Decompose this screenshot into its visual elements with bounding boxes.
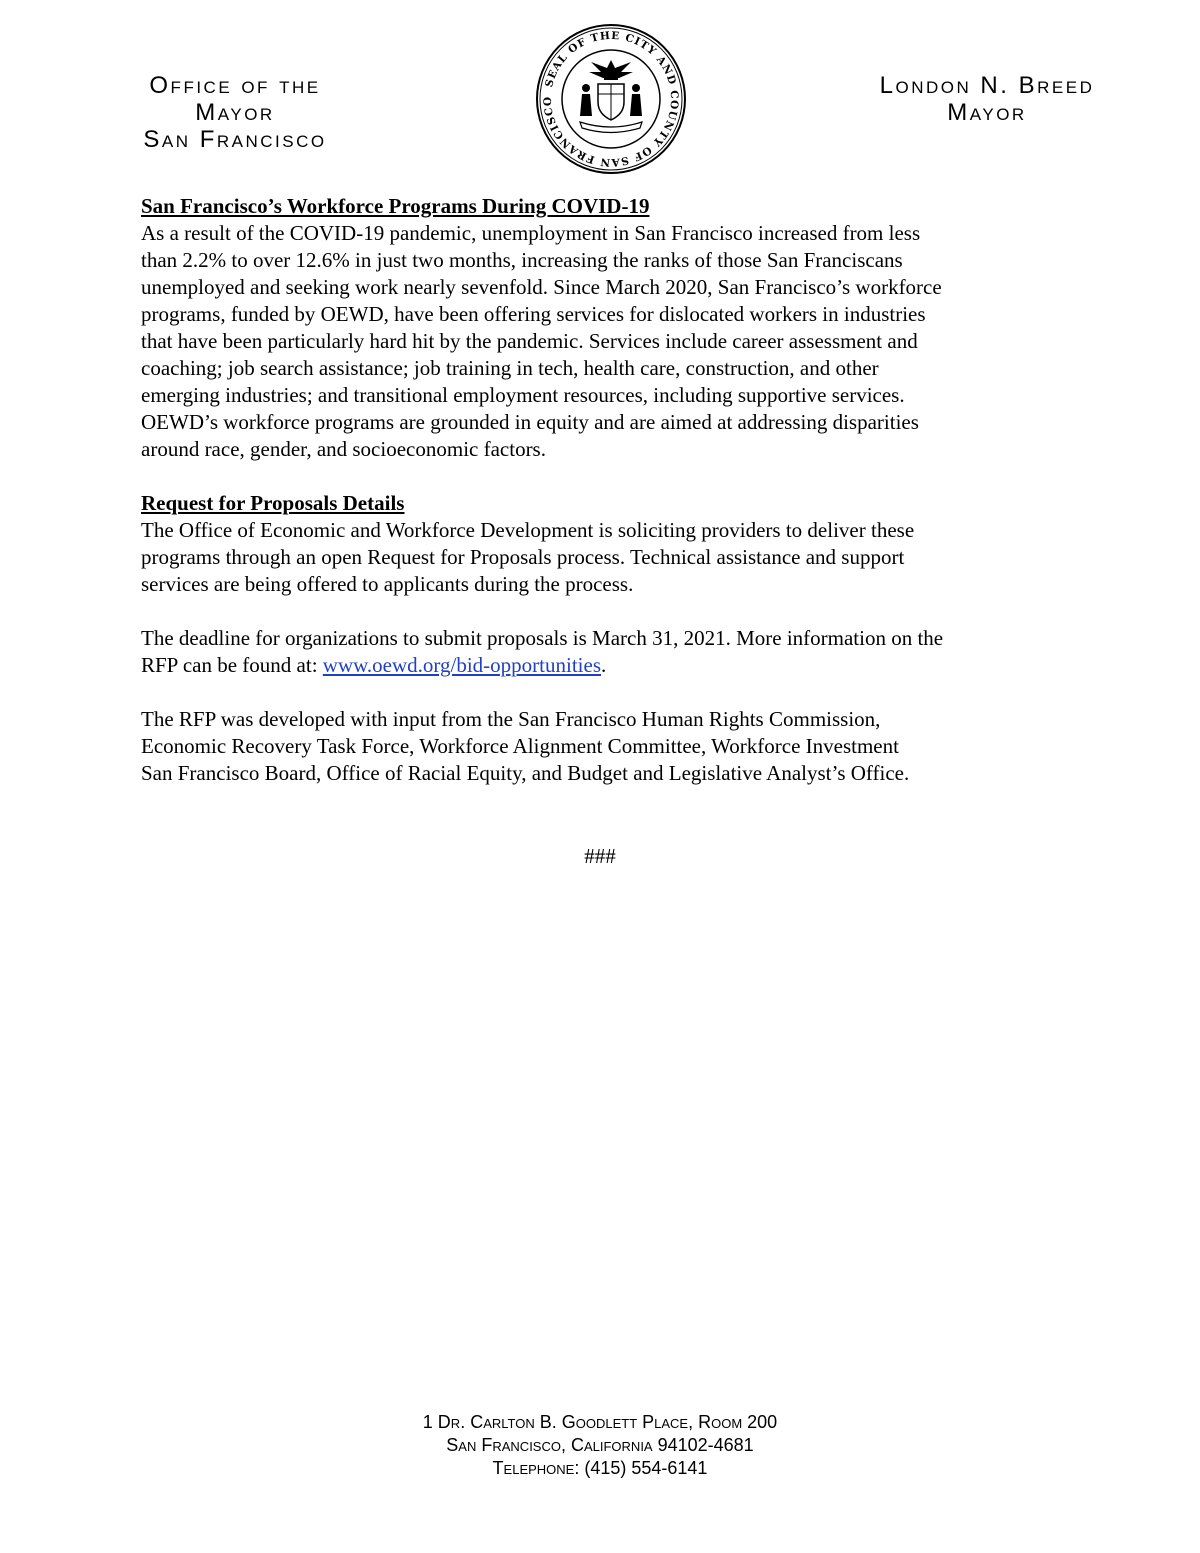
telephone: Telephone: (415) 554-6141 [492,1458,708,1478]
city-seal-icon [534,22,688,176]
paragraph-line: The Office of Economic and Workforce Development is soliciting providers to deliver these [141,518,915,542]
office-header [106,72,364,153]
workforce-paragraph [141,220,1061,463]
address-line-2: San Francisco, California 94102-4681 [446,1435,754,1455]
letter-body [141,193,1061,787]
paragraph-line: coaching; job search assistance; job training in tech, health care, construction, and other [141,356,879,380]
section-heading-rfp: Request for Proposals Details [141,491,405,515]
footer-address [0,1411,1200,1480]
paragraph-line: unemployed and seeking work nearly sevenfold. Since March 2020, San Francisco’s workforce [141,275,942,299]
mayor-name: London N. Breed [879,72,1095,99]
office-line-1: Office of the Mayor [149,72,321,126]
paragraph-line: programs through an open Request for Proposals process. Technical assistance and support [141,545,905,569]
mayor-header [872,72,1102,126]
deadline-suffix: . [601,653,607,677]
seal-text: SEAL OF THE CITY AND COUNTY OF SAN FRANCISCO [541,29,681,169]
paragraph-line: Economic Recovery Task Force, Workforce Alignment Committee, Workforce Investment [141,734,899,758]
end-mark: ### [584,844,616,868]
paragraph-line: programs, funded by OEWD, have been offering services for dislocated workers in industries [141,302,926,326]
address-line-1: 1 Dr. Carlton B. Goodlett Place, Room 200 [422,1412,778,1432]
deadline-line: The deadline for organizations to submit proposals is March 31, 2021. More information on the [141,626,944,650]
paragraph-line: that have been particularly hard hit by the pandemic. Services include career assessment and [141,329,918,353]
paragraph-line: around race, gender, and socioeconomic factors. [141,437,546,461]
section-heading-workforce: San Francisco’s Workforce Programs During COVID-19 [141,194,650,218]
paragraph-line: services are being offered to applicants during the process. [141,572,634,596]
mayor-title: Mayor [947,99,1027,126]
input-paragraph [141,706,1061,787]
bid-opportunities-link[interactable]: www.oewd.org/bid-opportunities [322,653,602,677]
deadline-paragraph [141,625,1061,679]
paragraph-line: As a result of the COVID-19 pandemic, unemployment in San Francisco increased from less [141,221,921,245]
office-line-2: San Francisco [143,126,327,153]
deadline-prefix: RFP can be found at: [141,653,323,677]
paragraph-line: San Francisco Board, Office of Racial Equity, and Budget and Legislative Analyst’s Office. [141,761,910,785]
paragraph-line: The RFP was developed with input from the San Francisco Human Rights Commission, [141,707,881,731]
paragraph-line: OEWD’s workforce programs are grounded in equity and are aimed at addressing disparities [141,410,919,434]
paragraph-line: emerging industries; and transitional employment resources, including supportive services. [141,383,905,407]
paragraph-line: than 2.2% to over 12.6% in just two months, increasing the ranks of those San Franciscans [141,248,903,272]
rfp-paragraph [141,517,1061,598]
